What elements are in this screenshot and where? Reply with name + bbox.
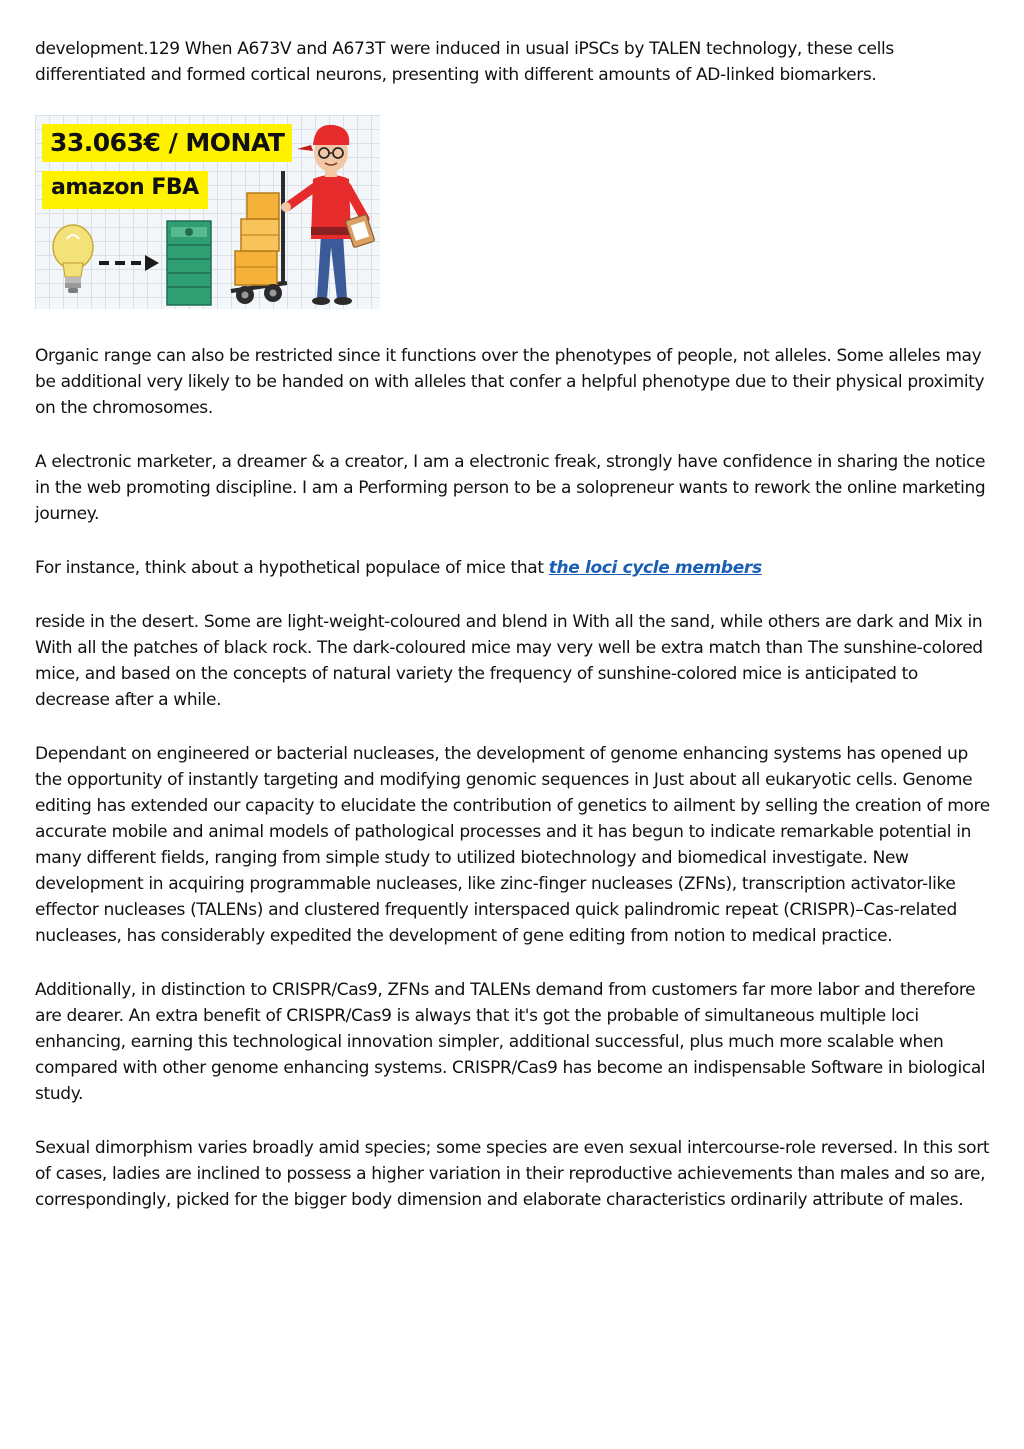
hand-truck-icon (231, 171, 287, 304)
paragraph-mice-intro (35, 555, 995, 581)
paragraph-crispr: Additionally, in distinction to CRISPR/Cas9, ZFNs and TALENs demand from customers far more labor and therefore are dearer. An extra benefit of CRISPR/Cas9 is always that it's got the probable of simultaneous multiple loci enhancing, earning this technological innovation simpler, additional successful, plus much more scalable when compared with other genome enhancing systems. CRISPR/Cas9 has become an indispensable Software in biological study. (35, 980, 986, 1104)
article-body (35, 36, 995, 1213)
paragraph-mice-intro-text: For instance, think about a hypothetical populace of mice that (35, 558, 549, 578)
amazon-fba-banner-image (35, 115, 380, 309)
lightbulb-icon (53, 225, 93, 293)
paragraph-sexual-dimorphism: Sexual dimorphism varies broadly amid species; some species are even sexual intercourse-role reversed. In this sort of cases, ladies are inclined to possess a higher variation in their reproductive achievements than males and so are, correspondingly, picked for the bigger body dimension and elaborate characteristics ordinarily attribute of males. (35, 1138, 990, 1210)
arrow-right-icon (99, 255, 159, 271)
paragraph-desert-mice: reside in the desert. Some are light-weight-coloured and blend in With all the sand, while others are dark and Mix in With all the patches of black rock. The dark-coloured mice may very well be extra match than The sunshine-colored mice, and based on the concepts of natural variety the frequency of sunshine-colored mice is anticipated to decrease after a while. (35, 612, 983, 710)
paragraph-intro: development.129 When A673V and A673T were induced in usual iPSCs by TALEN technology, these cells differentiated and formed cortical neurons, presenting with different amounts of AD-linked biomarkers. (35, 39, 894, 85)
delivery-man-icon (281, 125, 375, 305)
loci-cycle-members-link[interactable]: the loci cycle members (548, 558, 762, 578)
banner-brand: amazon FBA (42, 171, 208, 209)
paragraph-organic-range: Organic range can also be restricted since it functions over the phenotypes of people, not alleles. Some alleles may be additional very likely to be handed on with alleles that confer a helpful phenotype due to their physical proximity on the chromosomes. (35, 346, 985, 418)
paragraph-nucleases: Dependant on engineered or bacterial nucleases, the development of genome enhancing systems has opened up the opportunity of instantly targeting and modifying genomic sequences in Just about all eukaryotic cells. Genome editing has extended our capacity to elucidate the contribution of genetics to ailment by selling the creation of more accurate mobile and animal models of pathological processes and it has begun to indicate remarkable potential in many different fields, ranging from simple study to utilized biotechnology and biomedical investigate. New development in acquiring programmable nucleases, like zinc-finger nucleases (ZFNs), transcription activator-like effector nucleases (TALENs) and clustered frequently interspaced quick palindromic repeat (CRISPR)–Cas-related nucleases, has considerably expedited the development of gene editing from notion to medical practice. (35, 744, 990, 946)
money-stack-icon (167, 221, 211, 305)
paragraph-electronic-marketer: A electronic marketer, a dreamer & a creator, I am a electronic freak, strongly have confidence in sharing the notice in the web promoting discipline. I am a Performing person to be a solopreneur wants to rework the online marketing journey. (35, 452, 986, 524)
banner-headline: 33.063€ / MONAT (42, 124, 292, 162)
